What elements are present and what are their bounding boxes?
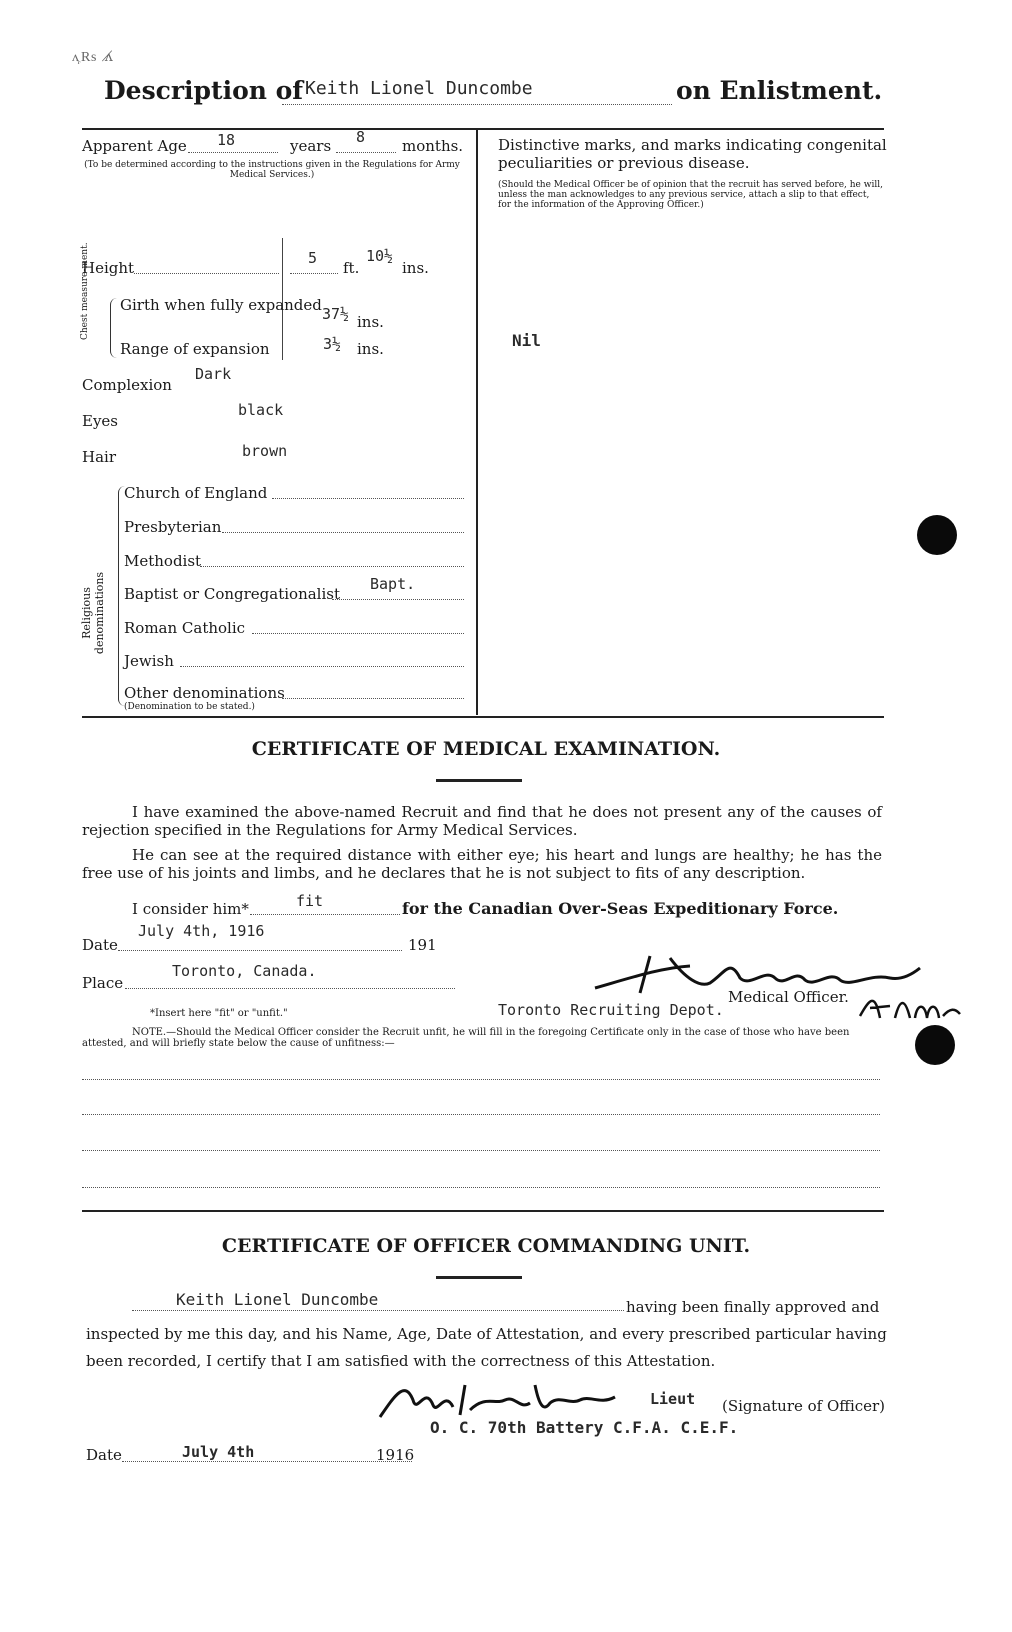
- consider-label: I consider him*: [132, 900, 249, 918]
- commanding-text-2: inspected by me this day, and his Name, Age, Date of Attestation, and every prescribed particular having: [86, 1325, 887, 1343]
- unfit-line-4: [82, 1187, 880, 1188]
- hair-label: Hair: [82, 448, 116, 466]
- medical-date-value: July 4th, 1916: [138, 922, 265, 940]
- column-divider: [476, 130, 478, 715]
- range-label: Range of expansion: [120, 340, 270, 358]
- religion-presbyterian: Presbyterian: [124, 518, 222, 536]
- commanding-rank: Lieut: [650, 1390, 696, 1408]
- complexion-label: Complexion: [82, 376, 172, 394]
- age-note: (To be determined according to the instructions given in the Regulations for Army Medical Services.): [84, 160, 460, 180]
- top-rule: [82, 128, 884, 130]
- commanding-date-year: 1916: [376, 1446, 415, 1464]
- unfit-line-3: [82, 1150, 880, 1151]
- unfit-note: NOTE.—Should the Medical Officer consider the Recruit unfit, he will fill in the foregoing Certificate only in the case of those who have been attested, and will briefly state below the cause of unfitness:—: [82, 1027, 850, 1049]
- height-inches: 10½: [366, 247, 394, 265]
- medical-date-label: Date: [82, 936, 118, 954]
- religion-roman-catholic: Roman Catholic: [124, 619, 246, 637]
- marks-value: Nil: [512, 331, 541, 350]
- force-label: for the Canadian Over-Seas Expeditionary Force.: [402, 899, 839, 918]
- section-rule: [82, 716, 884, 718]
- medical-officer-label: Medical Officer.: [728, 988, 849, 1006]
- height-label: Height: [82, 259, 135, 277]
- faint-stamp: ᴧ᷊₨ ᴧ̸: [72, 49, 115, 65]
- unfit-line-2: [82, 1114, 880, 1115]
- age-months: 8: [356, 128, 366, 146]
- ins-label: ins.: [402, 259, 429, 277]
- age-label: Apparent Age: [82, 137, 187, 155]
- medical-officer-initials: [855, 988, 965, 1028]
- marks-note: (Should the Medical Officer be of opinion that the recruit has served before, he will, unless the man acknowledges to any previous service, attach a slip to that effect, for the information of the Approving Officer.): [498, 180, 883, 210]
- hair-value: brown: [242, 442, 288, 460]
- girth-ins: ins.: [357, 313, 384, 331]
- commanding-recruit-name: Keith Lionel Duncombe: [176, 1290, 379, 1309]
- age-years: 18: [217, 131, 236, 149]
- depot-value: Toronto Recruiting Depot.: [498, 1001, 724, 1019]
- range-ins: ins.: [357, 340, 384, 358]
- religion-side-label: Religious denominations: [80, 571, 106, 655]
- marks-heading: Distinctive marks, and marks indicating congenital peculiarities or previous disease.: [498, 136, 887, 172]
- title-prefix: Description of: [104, 76, 304, 105]
- commanding-date-label: Date: [86, 1446, 122, 1464]
- fit-value: fit: [296, 892, 324, 910]
- girth-label: Girth when fully expanded: [120, 296, 322, 314]
- eyes-value: black: [238, 401, 284, 419]
- religion-methodist: Methodist: [124, 552, 202, 570]
- commanding-text-3: been recorded, I certify that I am satisfied with the correctness of this Attestation.: [86, 1352, 716, 1370]
- commanding-unit: O. C. 70th Battery C.F.A. C.E.F.: [430, 1418, 739, 1437]
- eyes-label: Eyes: [82, 412, 118, 430]
- height-feet: 5: [308, 249, 318, 267]
- chest-label: Chest measure-ment.: [80, 242, 90, 340]
- place-value: Toronto, Canada.: [172, 962, 317, 980]
- range-value: 3½: [323, 335, 342, 353]
- commanding-heading-rule: [436, 1276, 522, 1279]
- punch-hole-bottom: [915, 1025, 955, 1065]
- commanding-text-1: having been finally approved and: [626, 1298, 880, 1316]
- punch-hole-top: [917, 515, 957, 555]
- recruit-name: Keith Lionel Duncombe: [305, 78, 533, 99]
- medical-bottom-rule: [82, 1210, 884, 1212]
- title-suffix: on Enlistment.: [676, 76, 883, 105]
- religion-baptist: Baptist or Congregationalist: [124, 585, 340, 603]
- unfit-line-1: [82, 1079, 880, 1080]
- girth-value: 37½: [322, 305, 350, 323]
- religion-other: Other denominations: [124, 684, 285, 702]
- years-label: years: [290, 137, 332, 155]
- months-label: months.: [402, 137, 464, 155]
- commanding-heading: CERTIFICATE OF OFFICER COMMANDING UNIT.: [221, 1235, 751, 1257]
- insert-note: *Insert here "fit" or "unfit.": [150, 1008, 288, 1019]
- religion-note: (Denomination to be stated.): [124, 702, 255, 712]
- commanding-date-value: July 4th: [182, 1443, 255, 1461]
- religion-church-of-england: Church of England: [124, 484, 268, 502]
- complexion-value: Dark: [195, 365, 232, 383]
- medical-date-year: 191: [408, 936, 437, 954]
- place-label: Place: [82, 974, 124, 992]
- medical-heading-rule: [436, 779, 522, 782]
- religion-baptist-value: Bapt.: [370, 575, 416, 593]
- ft-label: ft.: [343, 259, 360, 277]
- religion-jewish: Jewish: [124, 652, 174, 670]
- signature-label: (Signature of Officer): [722, 1397, 886, 1415]
- medical-para-1: I have examined the above-named Recruit and find that he does not present any of the causes of rejection specified in the Regulations for Army Medical Services.: [82, 803, 882, 839]
- medical-heading: CERTIFICATE OF MEDICAL EXAMINATION.: [251, 738, 721, 760]
- medical-para-2: He can see at the required distance with either eye; his heart and lungs are healthy; he has the free use of his joints and limbs, and he declares that he is not subject to fits of any description.: [82, 846, 882, 882]
